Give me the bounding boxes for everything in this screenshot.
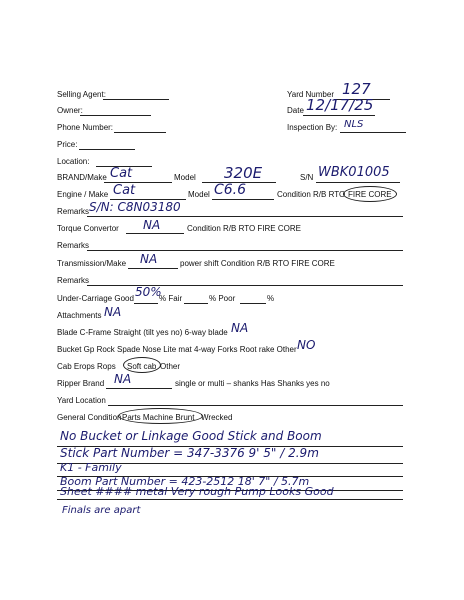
transmission-field[interactable] [128,268,178,269]
engine-model-field[interactable] [212,199,274,200]
owner-label: Owner: [57,106,83,115]
yard-location-label: Yard Location [57,396,106,405]
engine-model-value: C6.6 [214,182,247,198]
attachments-label: Attachments [57,311,102,320]
torque-convertor-value: NA [143,218,161,232]
inspection-by-field[interactable] [340,132,406,133]
sn-value: WBK01005 [318,165,390,180]
sn-field[interactable] [316,182,400,183]
cab-other-option[interactable]: Other [160,362,181,371]
brand-model-label: Model [174,173,196,182]
date-label: Date [287,106,304,115]
price-label: Price: [57,140,78,149]
undercarriage-poor-field[interactable] [240,303,266,304]
general-condition-selected[interactable]: Parts Machine Brunt [122,413,195,422]
general-condition-wrecked[interactable]: Wrecked [201,413,233,422]
price-field[interactable] [79,149,135,150]
notes-line-6: Finals are apart [62,505,141,516]
engine-fire-core-label[interactable]: FIRE CORE [348,190,392,199]
notes-line-2: Stick Part Number = 347-3376 9' 5" / 2.9m [60,446,319,460]
undercarriage-label: Under-Carriage Good [57,294,134,303]
ripper-options: single or multi – shanks Has Shanks yes no [175,379,330,388]
date-field[interactable] [303,115,375,116]
yard-number-label: Yard Number [287,90,334,99]
date-value: 12/17/25 [306,96,374,114]
brand-model-value: 320E [224,164,263,182]
yard-location-field[interactable] [108,405,403,406]
undercarriage-fair-label: % Fair [159,294,183,303]
ripper-value: NA [114,372,132,386]
undercarriage-good-value: 50% [135,285,162,299]
ripper-field[interactable] [106,388,172,389]
undercarriage-poor-label: % Poor [209,294,236,303]
undercarriage-good-field[interactable] [134,303,158,304]
remarks-1-label: Remarks [57,207,90,216]
sn-label: S/N [300,173,314,182]
phone-label: Phone Number: [57,123,114,132]
selling-agent-field[interactable] [103,99,169,100]
transmission-value: NA [140,252,158,266]
transmission-label: Transmission/Make [57,259,127,268]
remarks-1-field[interactable] [87,216,403,217]
undercarriage-fair-field[interactable] [184,303,208,304]
blade-label: Blade C-Frame Straight (tilt yes no) 6-way blade [57,328,228,337]
engine-model-label: Model [188,190,210,199]
location-label: Location: [57,157,90,166]
notes-line-3: K1 - Family [60,461,122,474]
engine-condition-label: Condition R/B RTO [277,190,346,199]
selling-agent-label: Selling Agent: [57,90,106,99]
inspection-by-value: NLS [344,119,364,130]
brand-label: BRAND/Make [57,173,107,182]
ripper-label: Ripper Brand [57,379,105,388]
engine-value: Cat [113,183,136,198]
undercarriage-pct-label: % [267,294,275,303]
notes-line-5: Sheet #### metal Very rough Pump Looks Good [60,485,334,498]
brand-value: Cat [110,166,133,181]
bucket-value: NO [297,338,316,352]
remarks-3-label: Remarks [57,276,90,285]
remarks-1-value: S/N: C8N03180 [89,200,181,214]
engine-label: Engine / Make [57,190,109,199]
torque-condition-label: Condition R/B RTO FIRE CORE [187,224,301,233]
general-condition-label: General Condition [57,413,122,422]
remarks-2-label: Remarks [57,241,90,250]
cab-label: Cab Erops Rops [57,362,116,371]
attachments-value: NA [104,305,122,319]
notes-line-4: Boom Part Number = 423-2512 18' 7" / 5.7m [60,475,310,488]
yard-number-value: 127 [342,80,371,98]
cab-soft-cab-option[interactable]: Soft cab [127,362,157,371]
torque-convertor-field[interactable] [126,233,184,234]
phone-field[interactable] [114,132,166,133]
inspection-by-label: Inspection By: [287,123,338,132]
notes-rule-5 [57,499,403,500]
torque-convertor-label: Torque Convertor [57,224,119,233]
notes-line-1: No Bucket or Linkage Good Stick and Boom [60,429,322,443]
remarks-2-field[interactable] [87,250,403,251]
transmission-condition-label: power shift Condition R/B RTO FIRE CORE [180,259,335,268]
owner-field[interactable] [80,115,151,116]
blade-value: NA [231,321,249,335]
bucket-label: Bucket Gp Rock Spade Nose Lite mat 4-way Forks Root rake Other [57,345,297,354]
